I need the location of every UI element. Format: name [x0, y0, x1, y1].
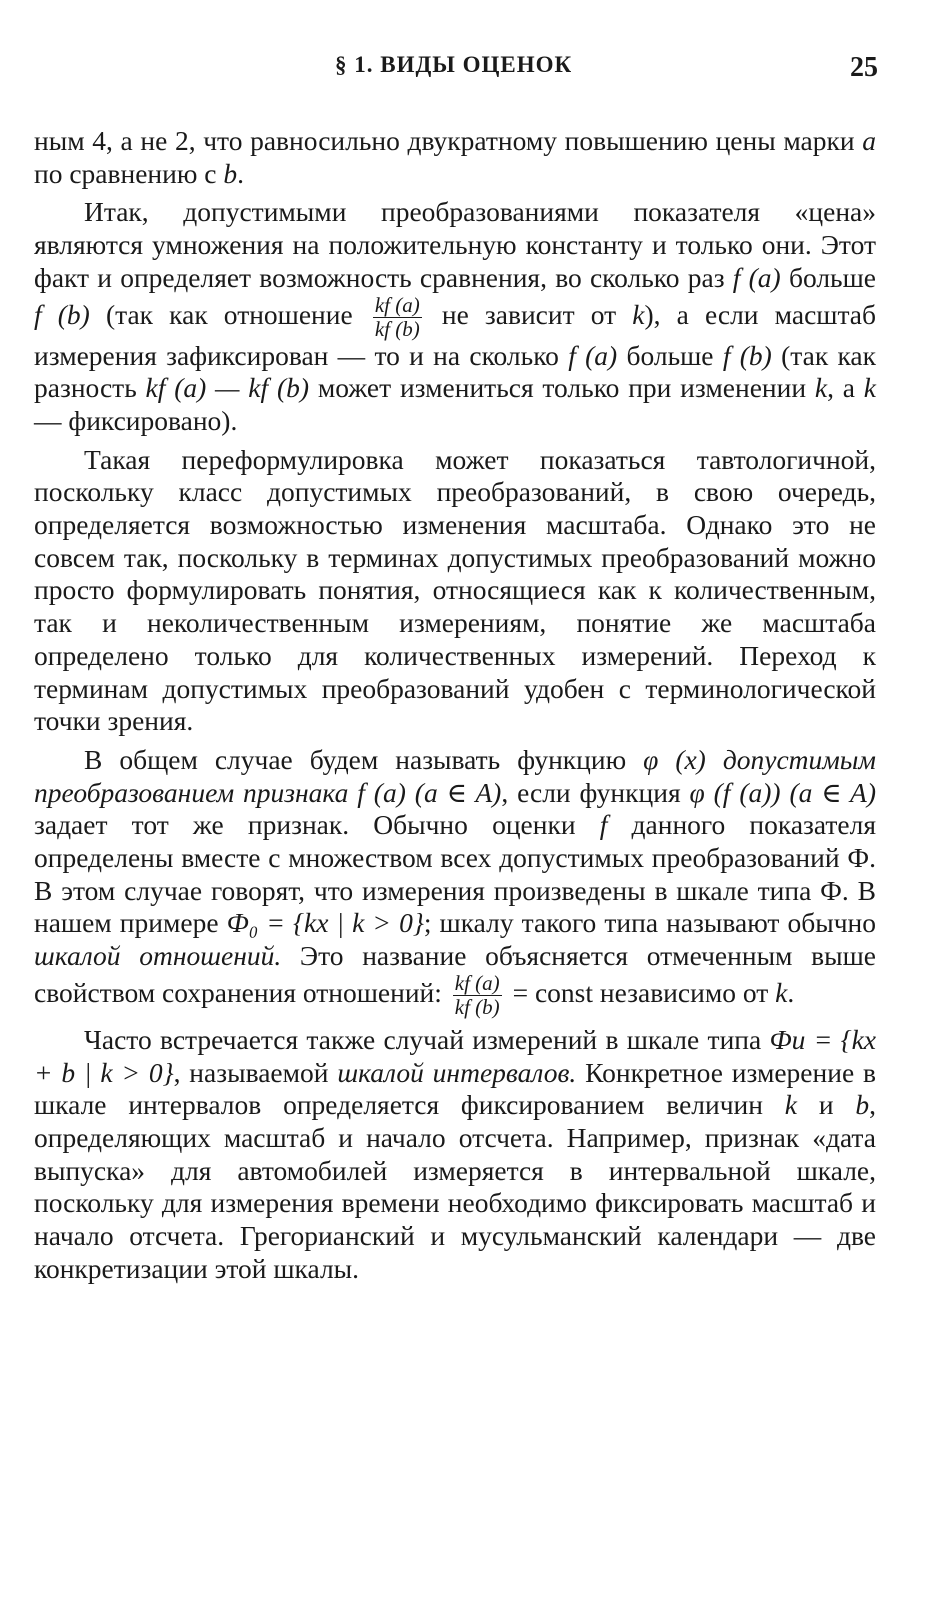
ratio-fraction: $\frac{kf (a)}{kf (b)}$: [374, 292, 420, 341]
page-body: [34, 125, 876, 1292]
paragraph-3: Такая переформулировка может показаться тавтологичной, поскольку класс допустимых преобразований, в свою очередь, определяется возможностью изменения масштаба. Однако это не совсем так, поскольку в терминах допустимых преобразований можно просто формулировать понятия, относящиеся как к количественным, так и неколичественным измерениям, понятие же масштаба определено только для количественных измерений. Переход к терминам допустимых преобразований удобен с терминологической точки зрения.: [34, 443, 876, 737]
running-head: § 1. ВИДЫ ОЦЕНОК: [335, 52, 573, 77]
page-header: [0, 52, 926, 88]
page-number: 25: [850, 52, 878, 83]
paragraph-5: Часто встречается также случай измерений в шкале типа Фи = {kx + b | k > 0}, называемой шкалой интервалов. Конкретное измерение в шкале интервалов определяется фиксированием величин k и b, определяющих масштаб и начало отсчета. Например, признак «дата выпуска» для автомобилей измеряется в интервальной шкале, поскольку для измерения времени необходимо фиксировать масштаб и начало отсчета. Грегорианский и мусульманский календари — две конкретизации этой шкалы.: [34, 1023, 876, 1284]
paragraph-2: Итак, допустимыми преобразованиями показателя «цена» являются умножения на положительную константу и только они. Этот факт и определяет возможность сравнения, во сколько раз f (a) больше f (b) (так как отношение $\frac{kf (a)}{kf (b)}$ не зависит от k), а если масштаб измерения зафиксирован — то и на сколько f (a) больше f (b) (так как разность kf (a) — kf (b) может измениться только при изменении k, а k — фиксировано).: [34, 196, 876, 436]
ratio-fraction-2: $\frac{kf (a)}{kf (b)}$: [454, 970, 500, 1019]
paragraph-1: ным 4, а не 2, что равносильно двукратному повышению цены марки a по сравнению с b.: [34, 125, 876, 189]
paragraph-4: В общем случае будем называть функцию φ (x) допустимым преобразованием признака f (a) (a ∈ A), если функция φ (f (a)) (a ∈ A) задает тот же признак. Обычно оценки f данного показателя определены вместе с множеством всех допустимых преобразований Ф. В этом случае говорят, что измерения произведены в шкале типа Ф. В нашем примере Ф₀ = {kx | k > 0}; шкалу такого типа называют обычно шкалой отношений. Это название объясняется отмеченным выше свойством сохранения отношений: $\frac{kf (a)}{kf (b)}$ = const независимо от k.: [34, 743, 877, 1019]
